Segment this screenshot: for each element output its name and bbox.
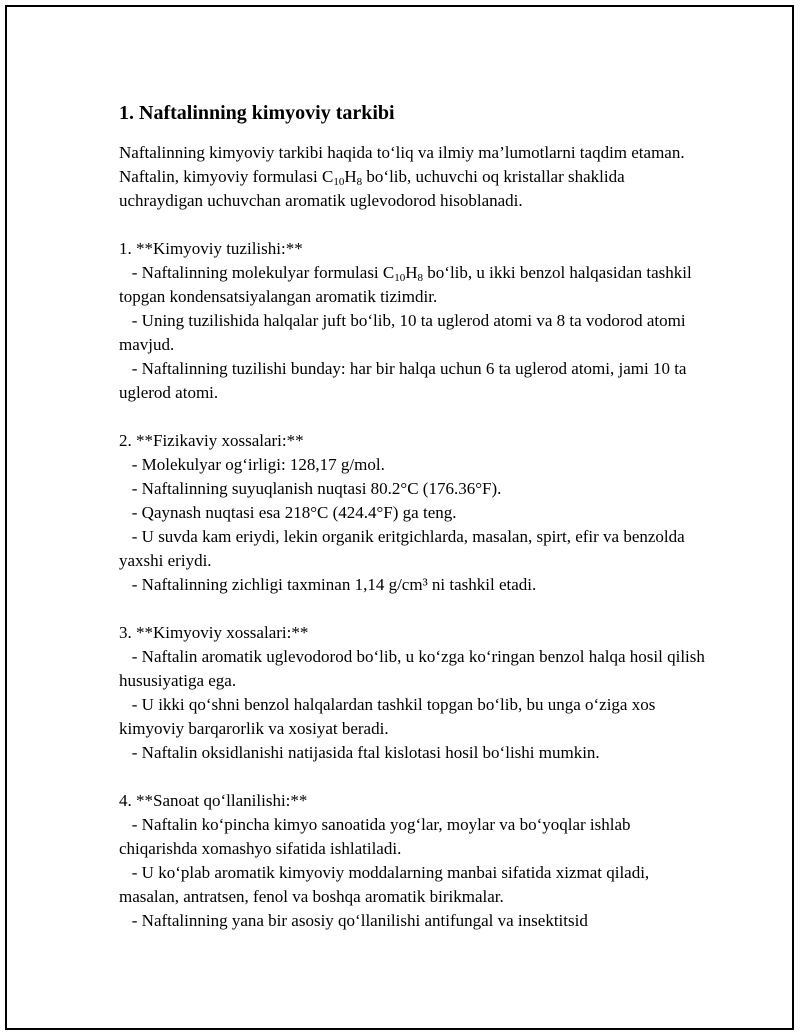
formula-carbon-count: 10 xyxy=(333,176,345,188)
list-item xyxy=(119,453,709,477)
formula-hydrogen-count: 8 xyxy=(417,272,424,284)
list-item xyxy=(119,525,709,573)
list-item xyxy=(119,861,709,909)
item-text: bo‘lib, u ikki benzol halqasidan tashkil topgan kondensatsiyalangan aromatik tizimdir. xyxy=(119,263,692,306)
section-structure xyxy=(119,237,709,405)
item-text: - Naftalinning tuzilishi bunday: har bir halqa uchun 6 ta uglerod atomi, jami 10 ta uglerod atomi. xyxy=(119,359,687,402)
item-text: - Naftalinning zichligi taxminan 1,14 g/cm³ ni tashkil etadi. xyxy=(131,575,537,594)
document-title: 1. Naftalinning kimyoviy tarkibi xyxy=(119,102,395,124)
list-item xyxy=(119,741,709,765)
list-item xyxy=(119,693,709,741)
formula-carbon-count: 10 xyxy=(394,272,406,284)
formula-carbon: C xyxy=(322,167,334,186)
section-physical-properties xyxy=(119,429,709,597)
item-text: - Naftalin ko‘pincha kimyo sanoatida yog‘lar, moylar va bo‘yoqlar ishlab chiqarishda xomashyo sifatida ishlatiladi. xyxy=(119,815,631,858)
item-text: - U ikki qo‘shni benzol halqalardan tashkil topgan bo‘lib, bu unga o‘ziga xos kimyoviy barqarorlik va xosiyat beradi. xyxy=(119,695,656,738)
item-text: - U ko‘plab aromatik kimyoviy moddalarning manbai sifatida xizmat qiladi, masalan, antratsen, fenol va boshqa aromatik birikmalar. xyxy=(119,863,650,906)
document-body xyxy=(119,99,709,933)
item-text: - Naftalin aromatik uglevodorod bo‘lib, u ko‘zga ko‘ringan benzol halqa hosil qilish hususiyatiga ega. xyxy=(119,647,705,690)
formula-hydrogen-count: 8 xyxy=(356,176,363,188)
item-text: - Molekulyar og‘irligi: 128,17 g/mol. xyxy=(131,455,385,474)
section-industrial-use xyxy=(119,789,709,933)
list-item xyxy=(119,501,709,525)
section-heading: 1. **Kimyoviy tuzilishi:** xyxy=(119,239,303,258)
item-text: - Naftalin oksidlanishi natijasida ftal kislotasi hosil bo‘lishi mumkin. xyxy=(131,743,600,762)
list-item xyxy=(119,909,709,933)
item-text: - Qaynash nuqtasi esa 218°C (424.4°F) ga teng. xyxy=(131,503,457,522)
page-frame xyxy=(5,5,794,1030)
formula-hydrogen: H xyxy=(344,167,357,186)
item-text: - U suvda kam eriydi, lekin organik eritgichlarda, masalan, spirt, efir va benzolda yaxshi eriydi. xyxy=(119,527,685,570)
section-heading: 4. **Sanoat qo‘llanilishi:** xyxy=(119,791,308,810)
section-chemical-properties xyxy=(119,621,709,765)
list-item xyxy=(119,573,709,597)
item-text: - Naftalinning yana bir asosiy qo‘llanilishi antifungal va insektitsid xyxy=(131,911,588,930)
section-heading: 2. **Fizikaviy xossalari:** xyxy=(119,431,304,450)
formula-hydrogen: H xyxy=(405,263,418,282)
list-item xyxy=(119,477,709,501)
section-heading: 3. **Kimyoviy xossalari:** xyxy=(119,623,309,642)
list-item xyxy=(119,309,709,357)
item-text: - Naftalinning suyuqlanish nuqtasi 80.2°C (176.36°F). xyxy=(131,479,502,498)
list-item xyxy=(119,261,709,309)
formula-carbon: C xyxy=(382,263,395,282)
list-item xyxy=(119,357,709,405)
intro-paragraph xyxy=(119,141,709,213)
item-text: - Naftalinning molekulyar formulasi xyxy=(131,263,383,282)
intro-text-before-formula: Naftalinning kimyoviy tarkibi haqida to‘liq va ilmiy ma’lumotlarni taqdim etaman. Naftalin, kimyoviy formulasi xyxy=(119,143,685,186)
intro-text-after-formula: bo‘lib, uchuvchi oq kristallar shaklida uchraydigan uchuvchan aromatik uglevodorod hisoblanadi. xyxy=(119,167,625,210)
list-item xyxy=(119,645,709,693)
chemical-formula xyxy=(383,263,423,282)
chemical-formula xyxy=(322,167,362,186)
list-item xyxy=(119,813,709,861)
item-text: - Uning tuzilishida halqalar juft bo‘lib, 10 ta uglerod atomi va 8 ta vodorod atomi mavjud. xyxy=(119,311,686,354)
